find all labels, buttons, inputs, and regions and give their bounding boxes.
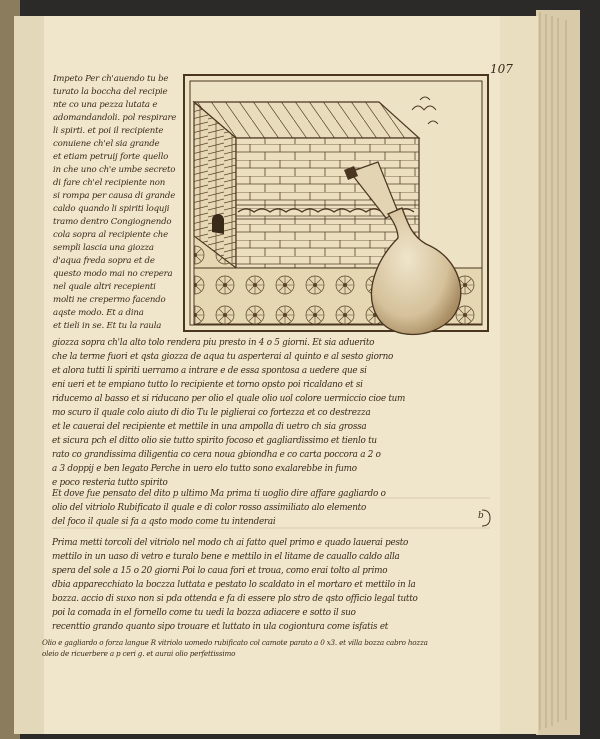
side-line: aqste modo. Et a dina (53, 308, 144, 318)
body-line: riducemo al basso et si riducano per olio el quale olio uol colore uermiccio cioe tum (52, 394, 406, 404)
body-line: del foco il quale si fa a qsto modo come tu intenderai (52, 517, 276, 527)
body-line: eni ueri et te empiano tutto lo recipiente et torno opsto poi ricaldano et si (52, 380, 363, 390)
body-line: mo scuro il quale colo aiuto di dio Tu le piglierai co fortezza et co destrezza (52, 408, 371, 418)
side-line: tramo dentro Congiognendo (53, 217, 172, 227)
body-line: et sicura pch el ditto olio sie tutto spirito focoso et gagliardissimo et tienlo tu (52, 436, 377, 446)
side-line: cola sopra al recipiente che (53, 230, 168, 240)
side-line: Impeto Per ch'auendo tu be (53, 74, 169, 84)
recipe-line: recenttio grando quanto sipo trouare et luttato in ula cogiontura come isfatis et (52, 622, 389, 632)
recipe-line: spera del sole a 15 o 20 giorni Poi lo caua fori et troua, como erai tolto al primo (52, 566, 388, 576)
recipe-line: Prima metti torcoli del vitriolo nel modo ch ai fatto quel primo e quado lauerai pesto (52, 538, 409, 548)
side-line: nte co una pezza lutata e (53, 100, 158, 110)
body-line: rato co grandissima diligentia co cera noua gbiondha e co carta poccora a 2 o (52, 450, 381, 460)
recipe-line: bozza. accio di suxo non si pda ottenda e fa di essere plo stro de qsto officio legal tutto (52, 594, 418, 604)
side-line: molti ne crepermo facendo (53, 295, 166, 305)
body-line: a 3 doppij e ben legato Perche in uero elo tutto sono exalarebbe in fumo (52, 464, 357, 474)
body-line: et le cauerai del recipiente et mettile in una ampolla di uetro ch sia grossa (52, 422, 367, 432)
side-line: questo modo mai no crepera (53, 269, 173, 279)
side-line: d'aqua freda sopra et de (53, 256, 155, 266)
body-line: Et dove fue pensato del dito p ultimo Ma prima ti uoglio dire affare gagliardo o (52, 489, 386, 499)
signature-mark: b (478, 511, 484, 521)
side-line: et etiam petruij forte quello (53, 152, 169, 162)
side-line: in che uno ch'e umbe secreto (53, 165, 176, 175)
body-line: et alora tutti li spiriti uerramo a intrare e de essa spontosa a uedere que si (52, 366, 367, 376)
furnace-illustration (184, 75, 488, 335)
recipe-line: mettilo in un uaso di vetro e turalo bene e mettilo in el litame de cauallo caldo alla (52, 552, 400, 562)
side-line: si rompa per causa di grande (53, 191, 176, 201)
footnote-line: oleio de ricuerbere a p ceri g. et aurai olio perfettissimo (42, 649, 236, 658)
side-line: conuiene ch'el sia grande (53, 139, 160, 149)
recipe-line: dbia apparecchiato la boczza luttata e pestato lo scaldato in el mortaro et mettilo in la (52, 580, 416, 590)
body-line: giozza sopra ch'la alto tolo rendera piu presto in 4 o 5 giorni. Et sia aduerito (52, 338, 375, 348)
footnote-line: Olio e gagliardo o forza langue R vitriolo uomedo rubificato col camote parato a 0 x3. et villa bozza cabro hozza (42, 638, 428, 647)
side-line: caldo quando li spiriti loquji (53, 204, 170, 214)
side-line: et tieli in se. Et tu la raula (53, 321, 162, 331)
side-line: turato la boccha del recipie (53, 87, 168, 97)
body-line: olio del vitriolo Rubificato il quale e di color rosso assimiliato alo elemento (52, 503, 366, 513)
page-number: 107 (490, 62, 513, 76)
side-line: sempli lascia una giozza (53, 243, 154, 253)
side-line: li spirti. et poi il recipiente (53, 126, 164, 136)
side-line: adomandandoli. pol respirare (53, 113, 177, 123)
side-line: di fare ch'el recipiente non (53, 178, 166, 188)
recipe-line: poi la comada in el fornello come tu uedi la bozza adiacere e sotto il suo (52, 608, 356, 618)
side-line: nel quale altri recepienti (53, 282, 156, 292)
body-line: e poco resteria tutto spirito (52, 478, 168, 488)
body-line: che la terme fuori et qsta giozza de aqua tu asperterai al quinto e al sesto giorno (52, 352, 394, 362)
